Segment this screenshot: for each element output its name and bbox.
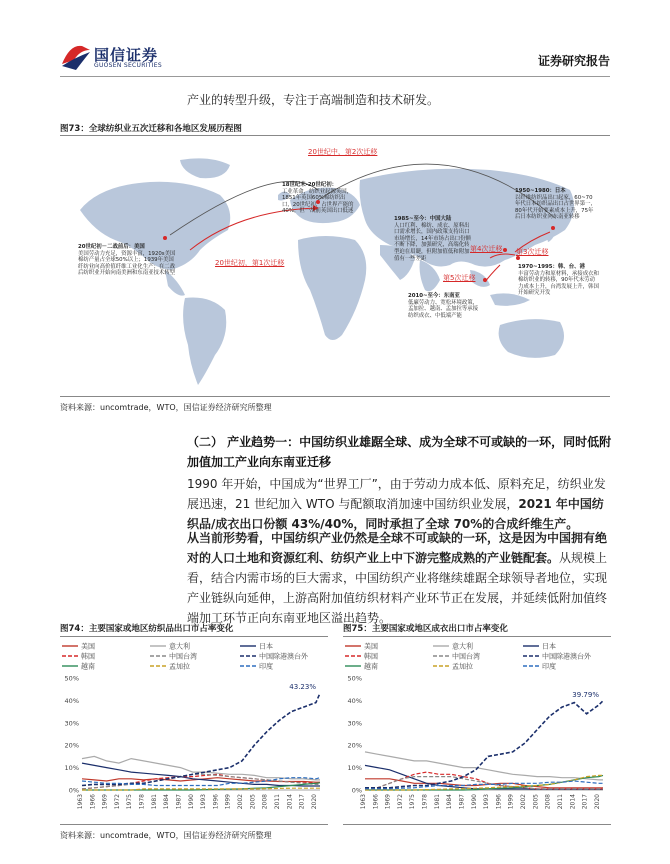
- legend-label: 韩国: [364, 652, 378, 661]
- series-line: [365, 779, 603, 788]
- x-tick-label: 1993: [483, 794, 491, 810]
- legend-item: [240, 662, 273, 671]
- marker-sea: [483, 278, 487, 282]
- annotation-japan-head: 1950~1980：日本: [515, 188, 566, 194]
- legend-item: [433, 642, 473, 651]
- legend-label: 意大利: [452, 642, 473, 651]
- legend-label: 印度: [542, 662, 556, 671]
- x-tick-label: 1987: [175, 794, 183, 810]
- y-tick-label: 50%: [347, 674, 362, 683]
- annotation-us-head: 20世纪初－二战前后：美国: [78, 244, 145, 250]
- fig74-top-rule: [60, 636, 328, 637]
- paragraph-1-text: 1990 年开始，中国成为“世界工厂”，由于劳动力成本低、原料充足，纺织业发展迅速，21 世纪加入 WTO 与配额取消加速中国纺织业发展，: [187, 477, 606, 511]
- series-line: [365, 752, 603, 780]
- legend-item: [240, 642, 273, 651]
- legend-label: 中国除港澳台外: [259, 652, 308, 661]
- series-line: [365, 777, 603, 789]
- y-tick-label: 30%: [347, 719, 362, 728]
- legend-label: 越南: [81, 662, 95, 671]
- legend-item: [523, 662, 556, 671]
- marker-china: [503, 248, 507, 252]
- x-tick-label: 1972: [113, 794, 121, 810]
- x-tick-label: 1999: [507, 794, 515, 810]
- x-tick-label: 2005: [532, 794, 540, 810]
- x-tick-label: 1963: [77, 794, 84, 810]
- x-tick-label: 2011: [273, 794, 281, 810]
- x-tick-label: 2017: [298, 794, 306, 810]
- legend-item: [345, 652, 378, 661]
- y-tick-label: 50%: [64, 674, 79, 683]
- era-label-3: 第3次迁移: [516, 248, 549, 256]
- logo-name: 国信证券: [94, 46, 159, 64]
- x-tick-label: 1990: [187, 794, 195, 810]
- fig75-bottom-rule: [343, 824, 611, 825]
- legend-item: [523, 652, 592, 661]
- x-tick-label: 1969: [101, 794, 109, 810]
- fig74-chart: [60, 640, 328, 822]
- annotation-uk: [282, 182, 354, 215]
- x-tick-label: 1987: [458, 794, 466, 810]
- x-tick-label: 1963: [360, 794, 367, 810]
- annotation-china-head: 1985~至今：中国大陆: [394, 216, 452, 222]
- annotation-japan-body: 以纤维纺织品出口起家，60~70年代日本纺织品出口占世界第一，80年代开始要素成本上升，75年后日本纺织业向东南亚转移: [515, 194, 596, 221]
- legend-label: 日本: [542, 642, 556, 651]
- x-tick-label: 1996: [212, 794, 220, 810]
- legend-item: [150, 662, 190, 671]
- fig73-source: 资料来源：uncomtrade，WTO，国信证券经济研究所整理: [60, 403, 272, 412]
- x-tick-label: 2005: [249, 794, 257, 810]
- legend-item: [150, 642, 190, 651]
- legend-label: 日本: [259, 642, 273, 651]
- legend-item: [150, 652, 197, 661]
- y-tick-label: 30%: [64, 719, 79, 728]
- x-tick-label: 1996: [495, 794, 503, 810]
- annotation-china-body: 人口红利、棉纺、成衣、原料出口需求增长，国内政策支持出口市场增长，14年市场占出口份额不断下降，加强研究，高端化转型迫在眉睫，但附加值低和附加值有一些差距: [394, 222, 471, 262]
- y-tick-label: 40%: [347, 696, 362, 705]
- company-logo: [60, 40, 200, 74]
- annotation-uk-head: 18世纪末-20世纪初：: [282, 182, 337, 188]
- era-label-5: 第5次迁移: [443, 274, 476, 282]
- legend-label: 意大利: [169, 642, 190, 651]
- legend-label: 中国台湾: [452, 652, 480, 661]
- series-line: [82, 783, 320, 790]
- legend-item: [433, 652, 480, 661]
- x-tick-label: 2008: [261, 794, 269, 810]
- x-tick-label: 1984: [446, 794, 454, 810]
- x-tick-label: 2014: [569, 794, 577, 810]
- fig74-bottom-rule: [60, 824, 328, 825]
- x-tick-label: 2011: [556, 794, 564, 810]
- annotation-uk-body: 工业革命，纺织业起源英国，1851年英国60%棉纺织出口，20世纪初，占世界产能的40%，但一战前英国出口低迷: [282, 188, 354, 215]
- fig73-title: 图73：全球纺织业五次迁移和各地区发展历程图: [60, 124, 242, 134]
- series-line: [82, 756, 320, 780]
- line-chart-svg: [343, 640, 611, 822]
- annotation-sea-body: 低廉劳动力、宽松环境政策，孟加拉、越南、孟加拉等承接纺织成衣、中低端产能: [408, 299, 479, 319]
- annotation-korea-head: 1970~1995：韩、台、港: [518, 264, 585, 270]
- legend-item: [345, 662, 378, 671]
- x-tick-label: 2002: [520, 794, 528, 810]
- annotation-japan: [515, 188, 597, 221]
- fig74-source: 资料来源：uncomtrade，WTO，国信证券经济研究所整理: [60, 831, 272, 840]
- legend-label: 美国: [364, 642, 378, 651]
- x-tick-label: 1975: [126, 794, 134, 810]
- section-heading: （二） 产业趋势一：中国纺织业雄踞全球、成为全球不可或缺的一环，同时低附加值加工产业向东南亚迁移: [187, 435, 612, 469]
- y-tick-label: 0%: [68, 786, 79, 795]
- annotation-us: [78, 244, 178, 277]
- annotation-sea-head: 2010~至今：东南亚: [408, 293, 460, 299]
- world-map-figure: [60, 140, 610, 390]
- era-label-4: 第4次迁移: [470, 245, 503, 253]
- data-label: 43.23%: [289, 683, 316, 692]
- fig75-title: 图75：主要国家或地区成衣出口市占率变化: [343, 624, 508, 634]
- x-tick-label: 2020: [593, 794, 601, 810]
- x-tick-label: 1999: [224, 794, 232, 810]
- x-tick-label: 2014: [286, 794, 294, 810]
- paragraph-2-text: 从规模上看，结合内需市场的巨大需求，中国纺织产业将继续雄踞全球领导者地位，实现产业链纵向延伸，上游高附加值纺织材料产业环节正在发展，并延续低附加值终端加工环节正向东南亚地区溢出趋势。: [187, 551, 608, 625]
- x-tick-label: 1969: [384, 794, 392, 810]
- x-tick-label: 1993: [200, 794, 208, 810]
- fig75-chart: [343, 640, 611, 822]
- legend-item: [433, 662, 473, 671]
- legend-item: [523, 642, 556, 651]
- x-tick-label: 1966: [372, 794, 380, 810]
- y-tick-label: 40%: [64, 696, 79, 705]
- fig73-bottom-rule: [60, 396, 610, 397]
- logo-mark-icon: [60, 42, 92, 72]
- data-label: 39.79%: [572, 690, 599, 699]
- paragraph-2: [187, 528, 612, 628]
- annotation-china: [394, 216, 474, 262]
- legend-label: 中国台湾: [169, 652, 197, 661]
- report-type: 证券研究报告: [537, 54, 610, 68]
- x-tick-label: 1975: [409, 794, 417, 810]
- x-tick-label: 1990: [470, 794, 478, 810]
- legend-item: [62, 662, 95, 671]
- migration-arc-5: [485, 265, 500, 282]
- legend-label: 美国: [81, 642, 95, 651]
- x-tick-label: 1981: [433, 794, 441, 810]
- x-tick-label: 2002: [237, 794, 245, 810]
- x-tick-label: 1978: [421, 794, 429, 810]
- era-label-2: 20世纪中，第2次迁移: [308, 148, 378, 156]
- annotation-us-body: 美国劳动力充足，资源丰富，1920s美国棉纺产量占全球50%以上；1939年美国纤纺业向高价值纤维工业化生产；在二战后纺织业开始向南美洲和东南亚技术转型: [78, 250, 176, 277]
- fig75-top-rule: [343, 636, 611, 637]
- fig74-title: 图74：主要国家或地区纺织品出口市占率变化: [60, 624, 234, 634]
- x-tick-label: 1978: [138, 794, 146, 810]
- fig73-top-rule: [60, 135, 610, 136]
- x-tick-label: 2020: [310, 794, 318, 810]
- annotation-korea-body: 丰富劳动力和原材料，承接成衣和棉纺织业的转移，90年代末劳动力成本上升，台湾发展上升，韩国开始研究开发: [518, 270, 599, 297]
- x-tick-label: 1984: [163, 794, 171, 810]
- era-label-1: 20世纪初，第1次迁移: [215, 259, 285, 267]
- legend-label: 孟加拉: [452, 662, 473, 671]
- paragraph-1: [187, 474, 612, 534]
- annotation-korea: [518, 264, 600, 297]
- legend-item: [62, 642, 95, 651]
- x-tick-label: 1966: [89, 794, 97, 810]
- marker-japan: [551, 226, 555, 230]
- x-tick-label: 1981: [150, 794, 158, 810]
- legend-label: 孟加拉: [169, 662, 190, 671]
- legend-label: 印度: [259, 662, 273, 671]
- series-line: [365, 701, 603, 788]
- paragraph-1-bold: 2021 年中国纺织品/成衣出口份额 43%/40%，同时承担了全球 70%的合成纤维生产。: [187, 497, 604, 531]
- legend-label: 韩国: [81, 652, 95, 661]
- legend-label: 越南: [364, 662, 378, 671]
- y-tick-label: 10%: [64, 764, 79, 773]
- logo-subtitle: GUOSEN SECURITIES: [94, 62, 163, 69]
- y-tick-label: 0%: [351, 786, 362, 795]
- x-tick-label: 2008: [544, 794, 552, 810]
- legend-item: [345, 642, 378, 651]
- intro-line: 产业的转型升级，专注于高端制造和技术研发。: [187, 93, 440, 107]
- legend-label: 中国除港澳台外: [542, 652, 591, 661]
- marker-us: [163, 236, 167, 240]
- y-tick-label: 20%: [64, 741, 79, 750]
- y-tick-label: 10%: [347, 764, 362, 773]
- header-divider: [60, 76, 610, 77]
- legend-item: [62, 652, 95, 661]
- annotation-sea: [408, 293, 482, 319]
- x-tick-label: 2017: [581, 794, 589, 810]
- legend-item: [240, 652, 309, 661]
- x-tick-label: 1972: [396, 794, 404, 810]
- y-tick-label: 20%: [347, 741, 362, 750]
- paragraph-2-bold: 从当前形势看，中国纺织产业仍然是全球不可或缺的一环，这是因为中国拥有绝对的人口土地和资源红利、纺织产业上中下游完整成熟的产业链配套。: [187, 531, 608, 565]
- line-chart-svg: [60, 640, 328, 822]
